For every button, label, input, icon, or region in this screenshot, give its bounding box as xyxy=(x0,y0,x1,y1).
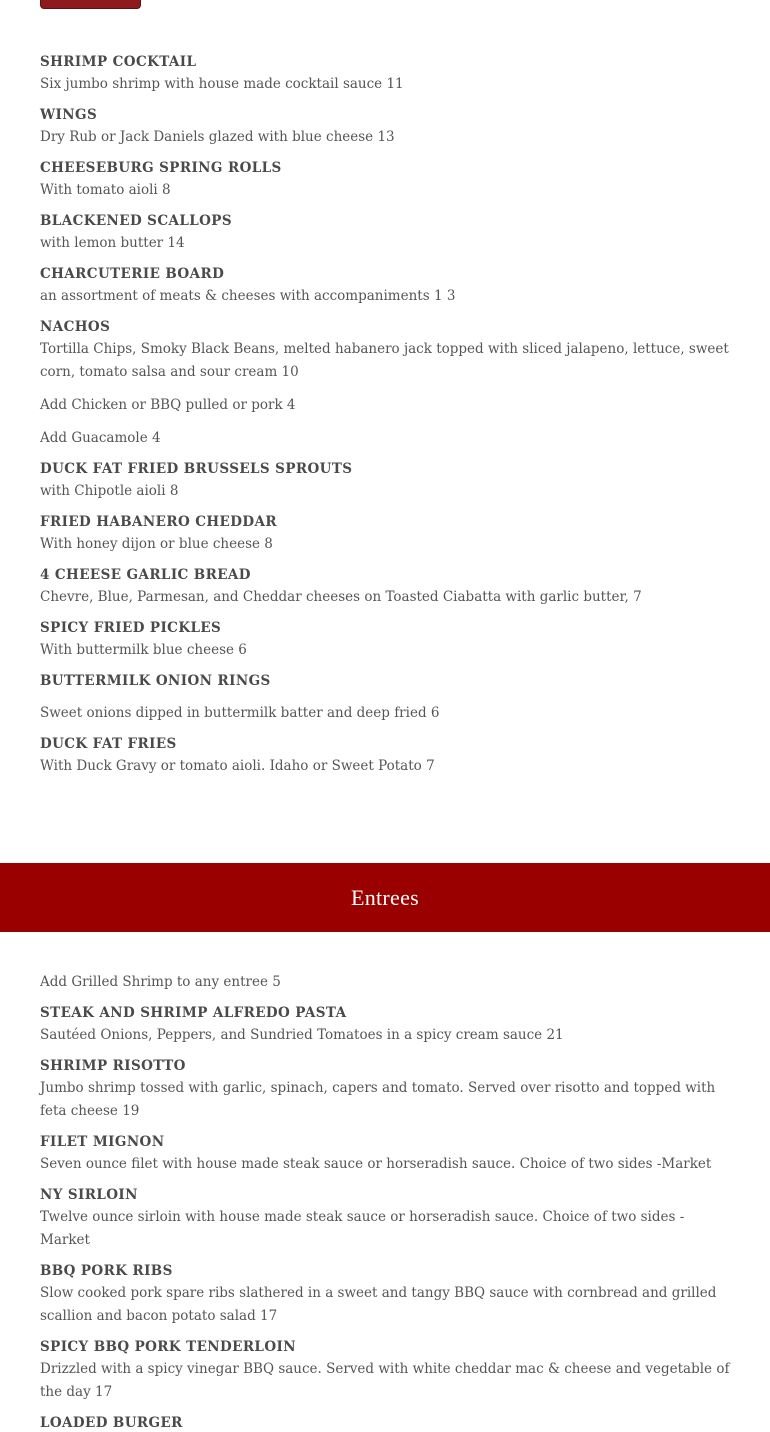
menu-item xyxy=(40,1338,730,1404)
item-description: With honey dijon or blue cheese 8 xyxy=(40,536,273,552)
item-name: FRIED HABANERO CHEDDAR xyxy=(40,514,277,530)
menu-item xyxy=(40,212,730,255)
item-name: CHARCUTERIE BOARD xyxy=(40,266,225,282)
addon-note: Add Guacamole 4 xyxy=(40,430,161,446)
item-name: DUCK FAT FRIED BRUSSELS SPROUTS xyxy=(40,461,353,477)
item-name: 4 CHEESE GARLIC BREAD xyxy=(40,567,251,583)
item-name: CHEESEBURG SPRING ROLLS xyxy=(40,160,282,176)
menu-item xyxy=(40,1414,730,1432)
item-name: BBQ PORK RIBS xyxy=(40,1263,173,1279)
menu-item xyxy=(40,106,730,149)
item-name: BUTTERMILK ONION RINGS xyxy=(40,673,271,689)
menu-item xyxy=(40,735,730,778)
item-description: Sweet onions dipped in buttermilk batter and deep fried 6 xyxy=(40,705,440,721)
menu-item xyxy=(40,1057,730,1123)
menu-item xyxy=(40,513,730,556)
entrees-banner xyxy=(0,863,770,932)
menu-item xyxy=(40,265,730,308)
item-description: Twelve ounce sirloin with house made steak sauce or horseradish sauce. Choice of two sides -Market xyxy=(40,1209,685,1248)
entrees-section xyxy=(0,971,770,1432)
menu-item xyxy=(40,566,730,609)
item-description: With buttermilk blue cheese 6 xyxy=(40,642,247,658)
item-name: FILET MIGNON xyxy=(40,1134,165,1150)
menu-item xyxy=(40,1262,730,1328)
menu-item xyxy=(40,318,730,384)
item-name: SPICY BBQ PORK TENDERLOIN xyxy=(40,1339,296,1355)
item-name: NY SIRLOIN xyxy=(40,1187,138,1203)
menu-item xyxy=(40,159,730,202)
item-description: Jumbo shrimp tossed with garlic, spinach, capers and tomato. Served over risotto and topped with feta cheese 19 xyxy=(40,1080,716,1119)
menu-item xyxy=(40,1133,730,1176)
item-name: WINGS xyxy=(40,107,98,123)
item-name: BLACKENED SCALLOPS xyxy=(40,213,232,229)
menu-item xyxy=(40,672,730,725)
menu-item xyxy=(40,53,730,96)
item-description: an assortment of meats & cheeses with accompaniments 1 3 xyxy=(40,288,456,304)
item-description: With Duck Gravy or tomato aioli. Idaho or Sweet Potato 7 xyxy=(40,758,435,774)
item-name: SHRIMP COCKTAIL xyxy=(40,54,197,70)
item-description: with Chipotle aioli 8 xyxy=(40,483,179,499)
item-description: with lemon butter 14 xyxy=(40,235,185,251)
item-name: SPICY FRIED PICKLES xyxy=(40,620,222,636)
item-name: SHRIMP RISOTTO xyxy=(40,1058,186,1074)
menu-item xyxy=(40,460,730,503)
item-description: Sautéed Onions, Peppers, and Sundried Tomatoes in a spicy cream sauce 21 xyxy=(40,1027,564,1043)
item-description: With tomato aioli 8 xyxy=(40,182,171,198)
entrees-note: Add Grilled Shrimp to any entree 5 xyxy=(40,974,281,990)
item-description: Tortilla Chips, Smoky Black Beans, melted habanero jack topped with sliced jalapeno, lettuce, sweet corn, tomato salsa and sour cream 10 xyxy=(40,341,729,380)
menu-item xyxy=(40,619,730,662)
item-description: Drizzled with a spicy vinegar BBQ sauce. Served with white cheddar mac & cheese and vegetable of the day 17 xyxy=(40,1361,730,1400)
addon-note: Add Chicken or BBQ pulled or pork 4 xyxy=(40,397,296,413)
item-description: Chevre, Blue, Parmesan, and Cheddar cheeses on Toasted Ciabatta with garlic butter, 7 xyxy=(40,589,642,605)
menu-item xyxy=(40,1186,730,1252)
item-description: Dry Rub or Jack Daniels glazed with blue cheese 13 xyxy=(40,129,395,145)
item-description: Six jumbo shrimp with house made cocktail sauce 11 xyxy=(40,76,404,92)
item-name: DUCK FAT FRIES xyxy=(40,736,177,752)
top-menu-button[interactable] xyxy=(40,0,141,9)
section-title: Entrees xyxy=(350,884,420,910)
item-name: STEAK AND SHRIMP ALFREDO PASTA xyxy=(40,1005,347,1021)
item-description: Slow cooked pork spare ribs slathered in a sweet and tangy BBQ sauce with cornbread and grilled scallion and bacon potato salad 17 xyxy=(40,1285,717,1324)
item-description: Seven ounce filet with house made steak sauce or horseradish sauce. Choice of two sides -Market xyxy=(40,1156,712,1172)
item-name: NACHOS xyxy=(40,319,111,335)
item-name: LOADED BURGER xyxy=(40,1415,183,1431)
menu-item xyxy=(40,1004,730,1047)
